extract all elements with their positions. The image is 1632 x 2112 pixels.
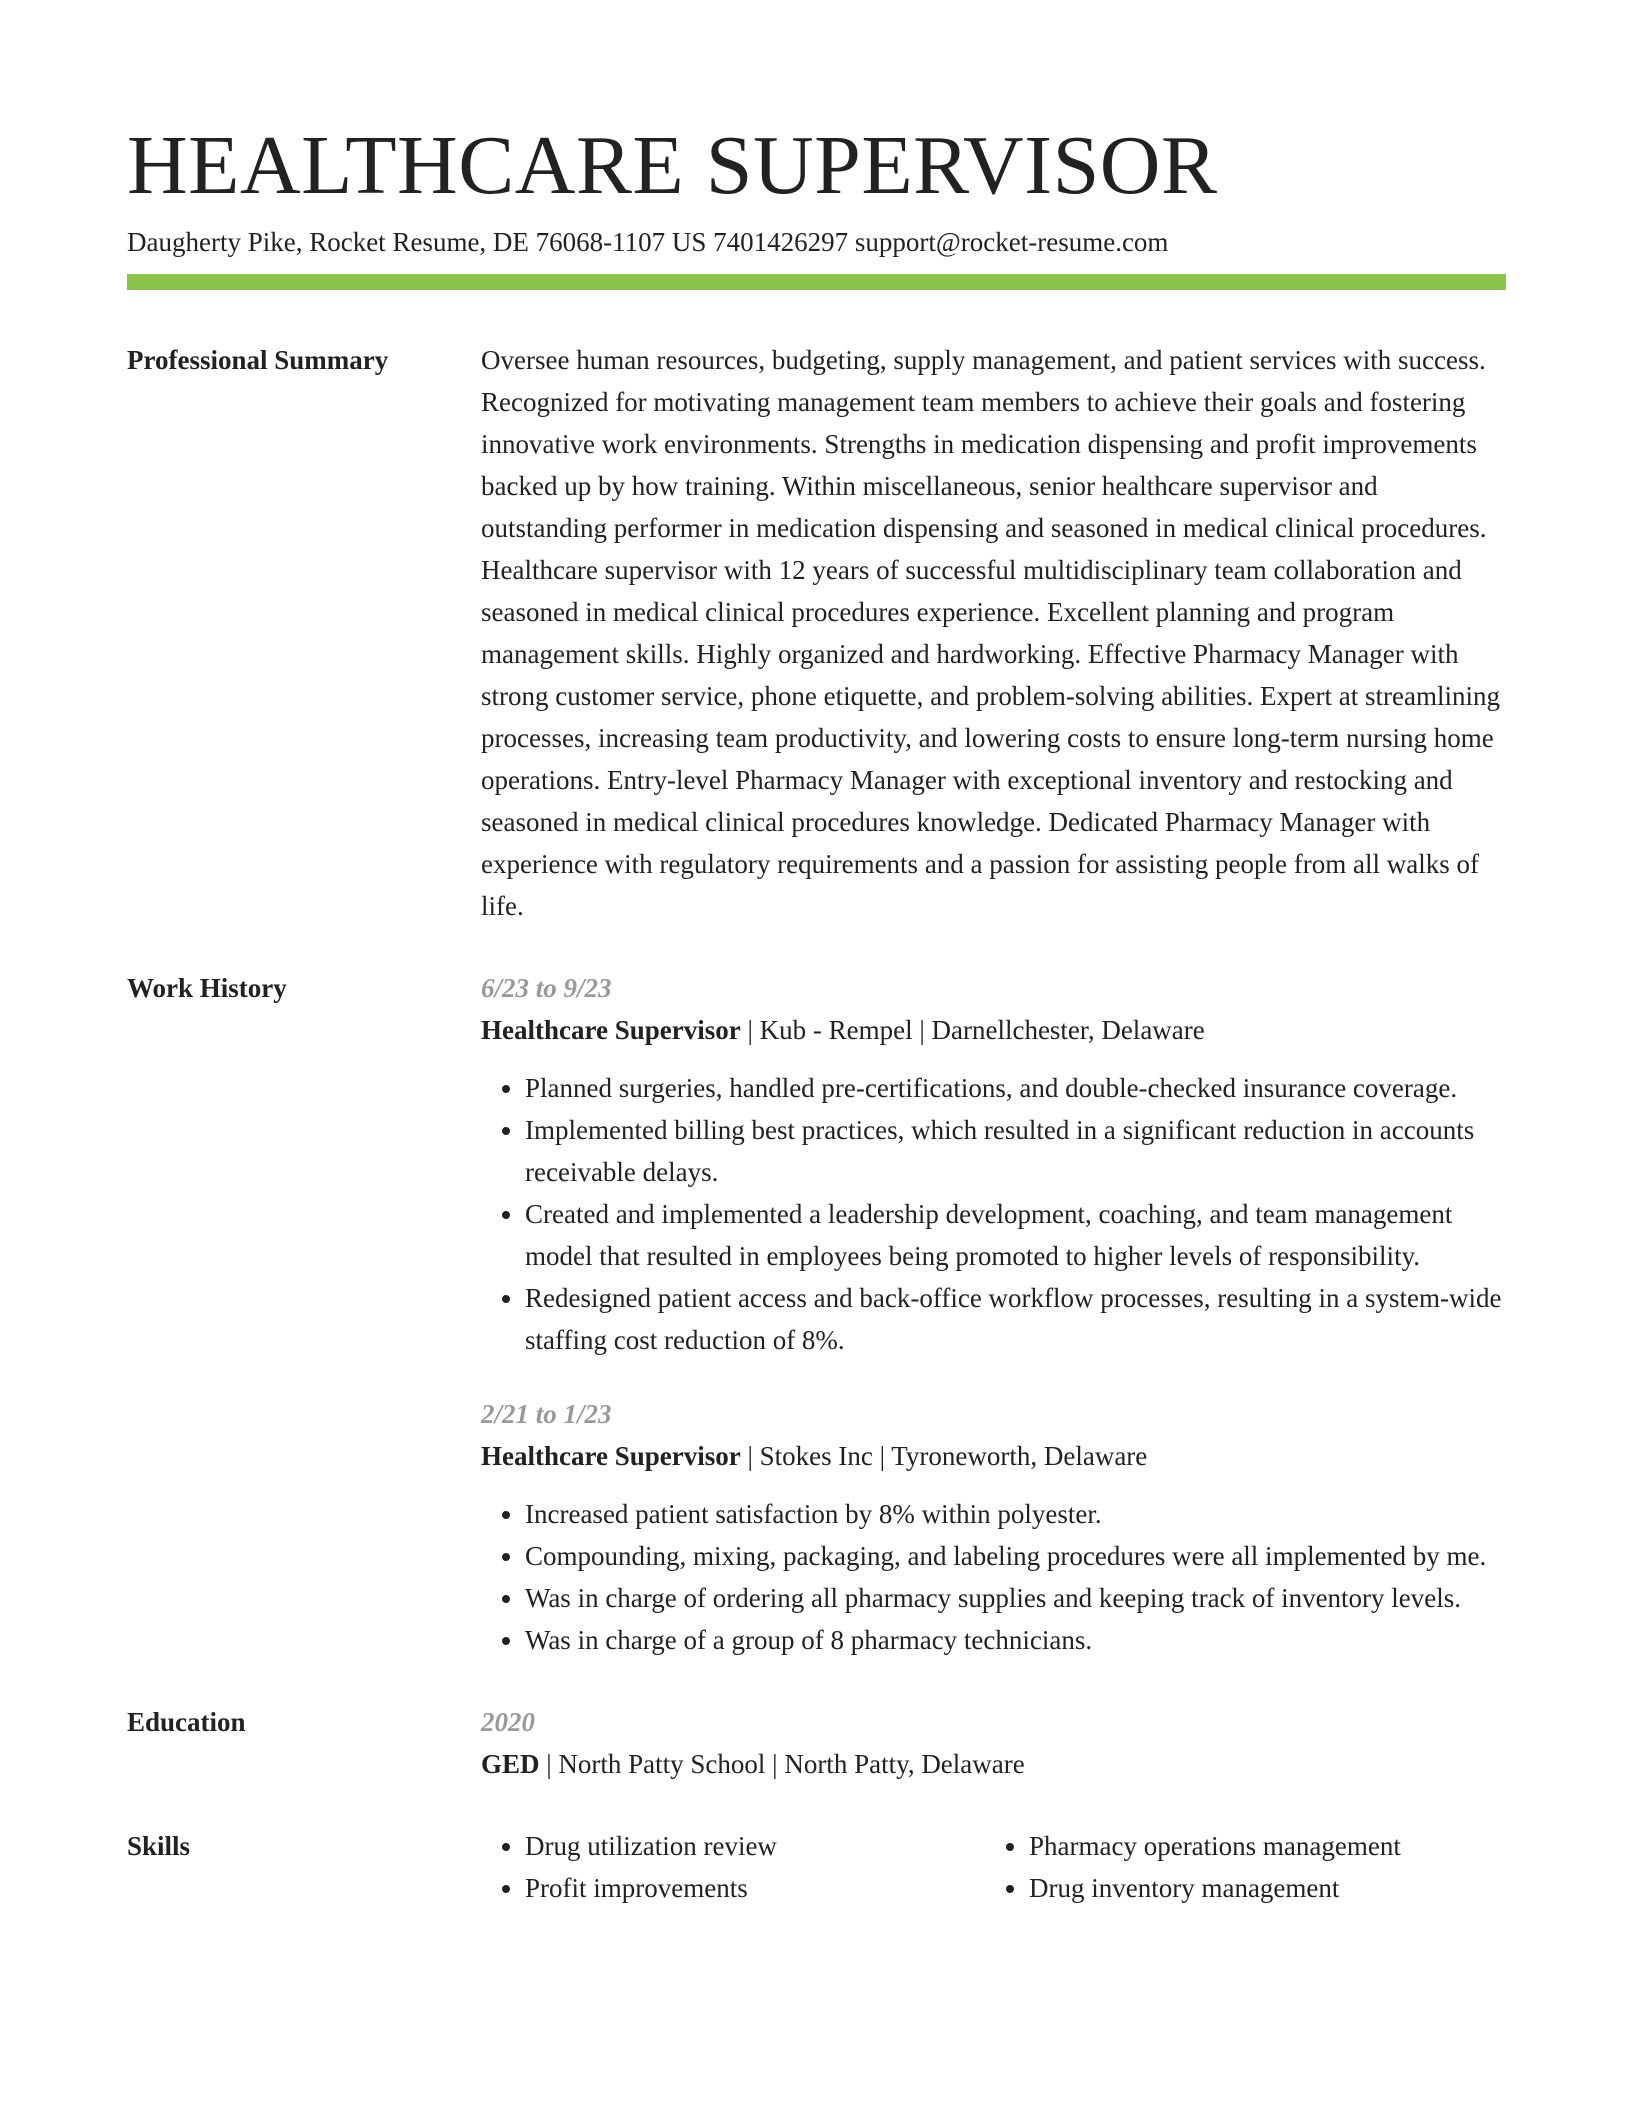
job-title: Healthcare Supervisor — [481, 1015, 741, 1045]
education-school-location: | North Patty School | North Patty, Delaware — [539, 1749, 1025, 1779]
job-bullet: • Created and implemented a leadership development, coaching, and team management model that resulted in employees being promoted to higher levels of responsibility. — [525, 1193, 1506, 1277]
resume-title: HEALTHCARE SUPERVISOR — [127, 119, 1218, 212]
section-heading-work-history: Work History — [127, 973, 287, 1003]
job-bullets — [481, 1493, 1506, 1661]
education-line — [481, 1743, 1506, 1785]
skills-list-right — [985, 1825, 1489, 1909]
education-section — [127, 1701, 1506, 1785]
section-heading-summary: Professional Summary — [127, 345, 389, 375]
job-title-line — [481, 1009, 1506, 1051]
skills-section — [127, 1825, 1506, 1909]
job-employer-location: | Stokes Inc | Tyroneworth, Delaware — [740, 1441, 1148, 1471]
resume-page — [127, 118, 1506, 1909]
job-date: 2/21 to 1/23 — [481, 1399, 612, 1429]
summary-section — [127, 339, 1506, 927]
skill-item: • Profit improvements — [525, 1867, 985, 1909]
accent-divider — [127, 274, 1506, 290]
section-heading-education: Education — [127, 1707, 246, 1737]
job-bullet: • Increased patient satisfaction by 8% within polyester. — [525, 1493, 1506, 1535]
job-title: Healthcare Supervisor — [481, 1441, 741, 1471]
summary-text: Oversee human resources, budgeting, supply management, and patient services with success. Recognized for motivating management team members to achieve their goals and fostering innovative work environments. Strengths in medication dispensing and profit improvements backed up by how training. Within miscellaneous, senior healthcare supervisor and outstanding performer in medication dispensing and seasoned in medical clinical procedures. Healthcare supervisor with 12 years of successful multidisciplinary team collaboration and seasoned in medical clinical procedures experience. Excellent planning and program management skills. Highly organized and hardworking. Effective Pharmacy Manager with strong customer service, phone etiquette, and problem-solving abilities. Expert at streamlining processes, increasing team productivity, and lowering costs to ensure long-term nursing home operations. Entry-level Pharmacy Manager with exceptional inventory and restocking and seasoned in medical clinical procedures knowledge. Dedicated Pharmacy Manager with experience with regulatory requirements and a passion for assisting people from all walks of life. — [481, 345, 1500, 921]
work-history-section — [127, 967, 1506, 1661]
education-date: 2020 — [481, 1707, 535, 1737]
job-title-line — [481, 1435, 1506, 1477]
job-entry — [481, 1393, 1506, 1661]
contact-info: Daugherty Pike, Rocket Resume, DE 76068-1107 US 7401426297 support@rocket-resume.com — [127, 227, 1169, 257]
skill-item: • Pharmacy operations management — [1029, 1825, 1489, 1867]
education-degree: GED — [481, 1749, 540, 1779]
job-date: 6/23 to 9/23 — [481, 973, 612, 1003]
skill-item: • Drug utilization review — [525, 1825, 985, 1867]
skills-list-left — [481, 1825, 985, 1909]
skill-item: • Drug inventory management — [1029, 1867, 1489, 1909]
job-bullets — [481, 1067, 1506, 1361]
job-entry — [481, 967, 1506, 1361]
section-heading-skills: Skills — [127, 1831, 191, 1861]
job-bullet: • Compounding, mixing, packaging, and labeling procedures were all implemented by me. — [525, 1535, 1506, 1577]
job-employer-location: | Kub - Rempel | Darnellchester, Delaware — [740, 1015, 1205, 1045]
job-bullet: • Was in charge of ordering all pharmacy supplies and keeping track of inventory levels. — [525, 1577, 1506, 1619]
job-bullet: • Planned surgeries, handled pre-certifications, and double-checked insurance coverage. — [525, 1067, 1506, 1109]
job-bullet: • Redesigned patient access and back-office workflow processes, resulting in a system-wide staffing cost reduction of 8%. — [525, 1277, 1506, 1361]
job-bullet: • Implemented billing best practices, which resulted in a significant reduction in accounts receivable delays. — [525, 1109, 1506, 1193]
job-bullet: • Was in charge of a group of 8 pharmacy technicians. — [525, 1619, 1506, 1661]
